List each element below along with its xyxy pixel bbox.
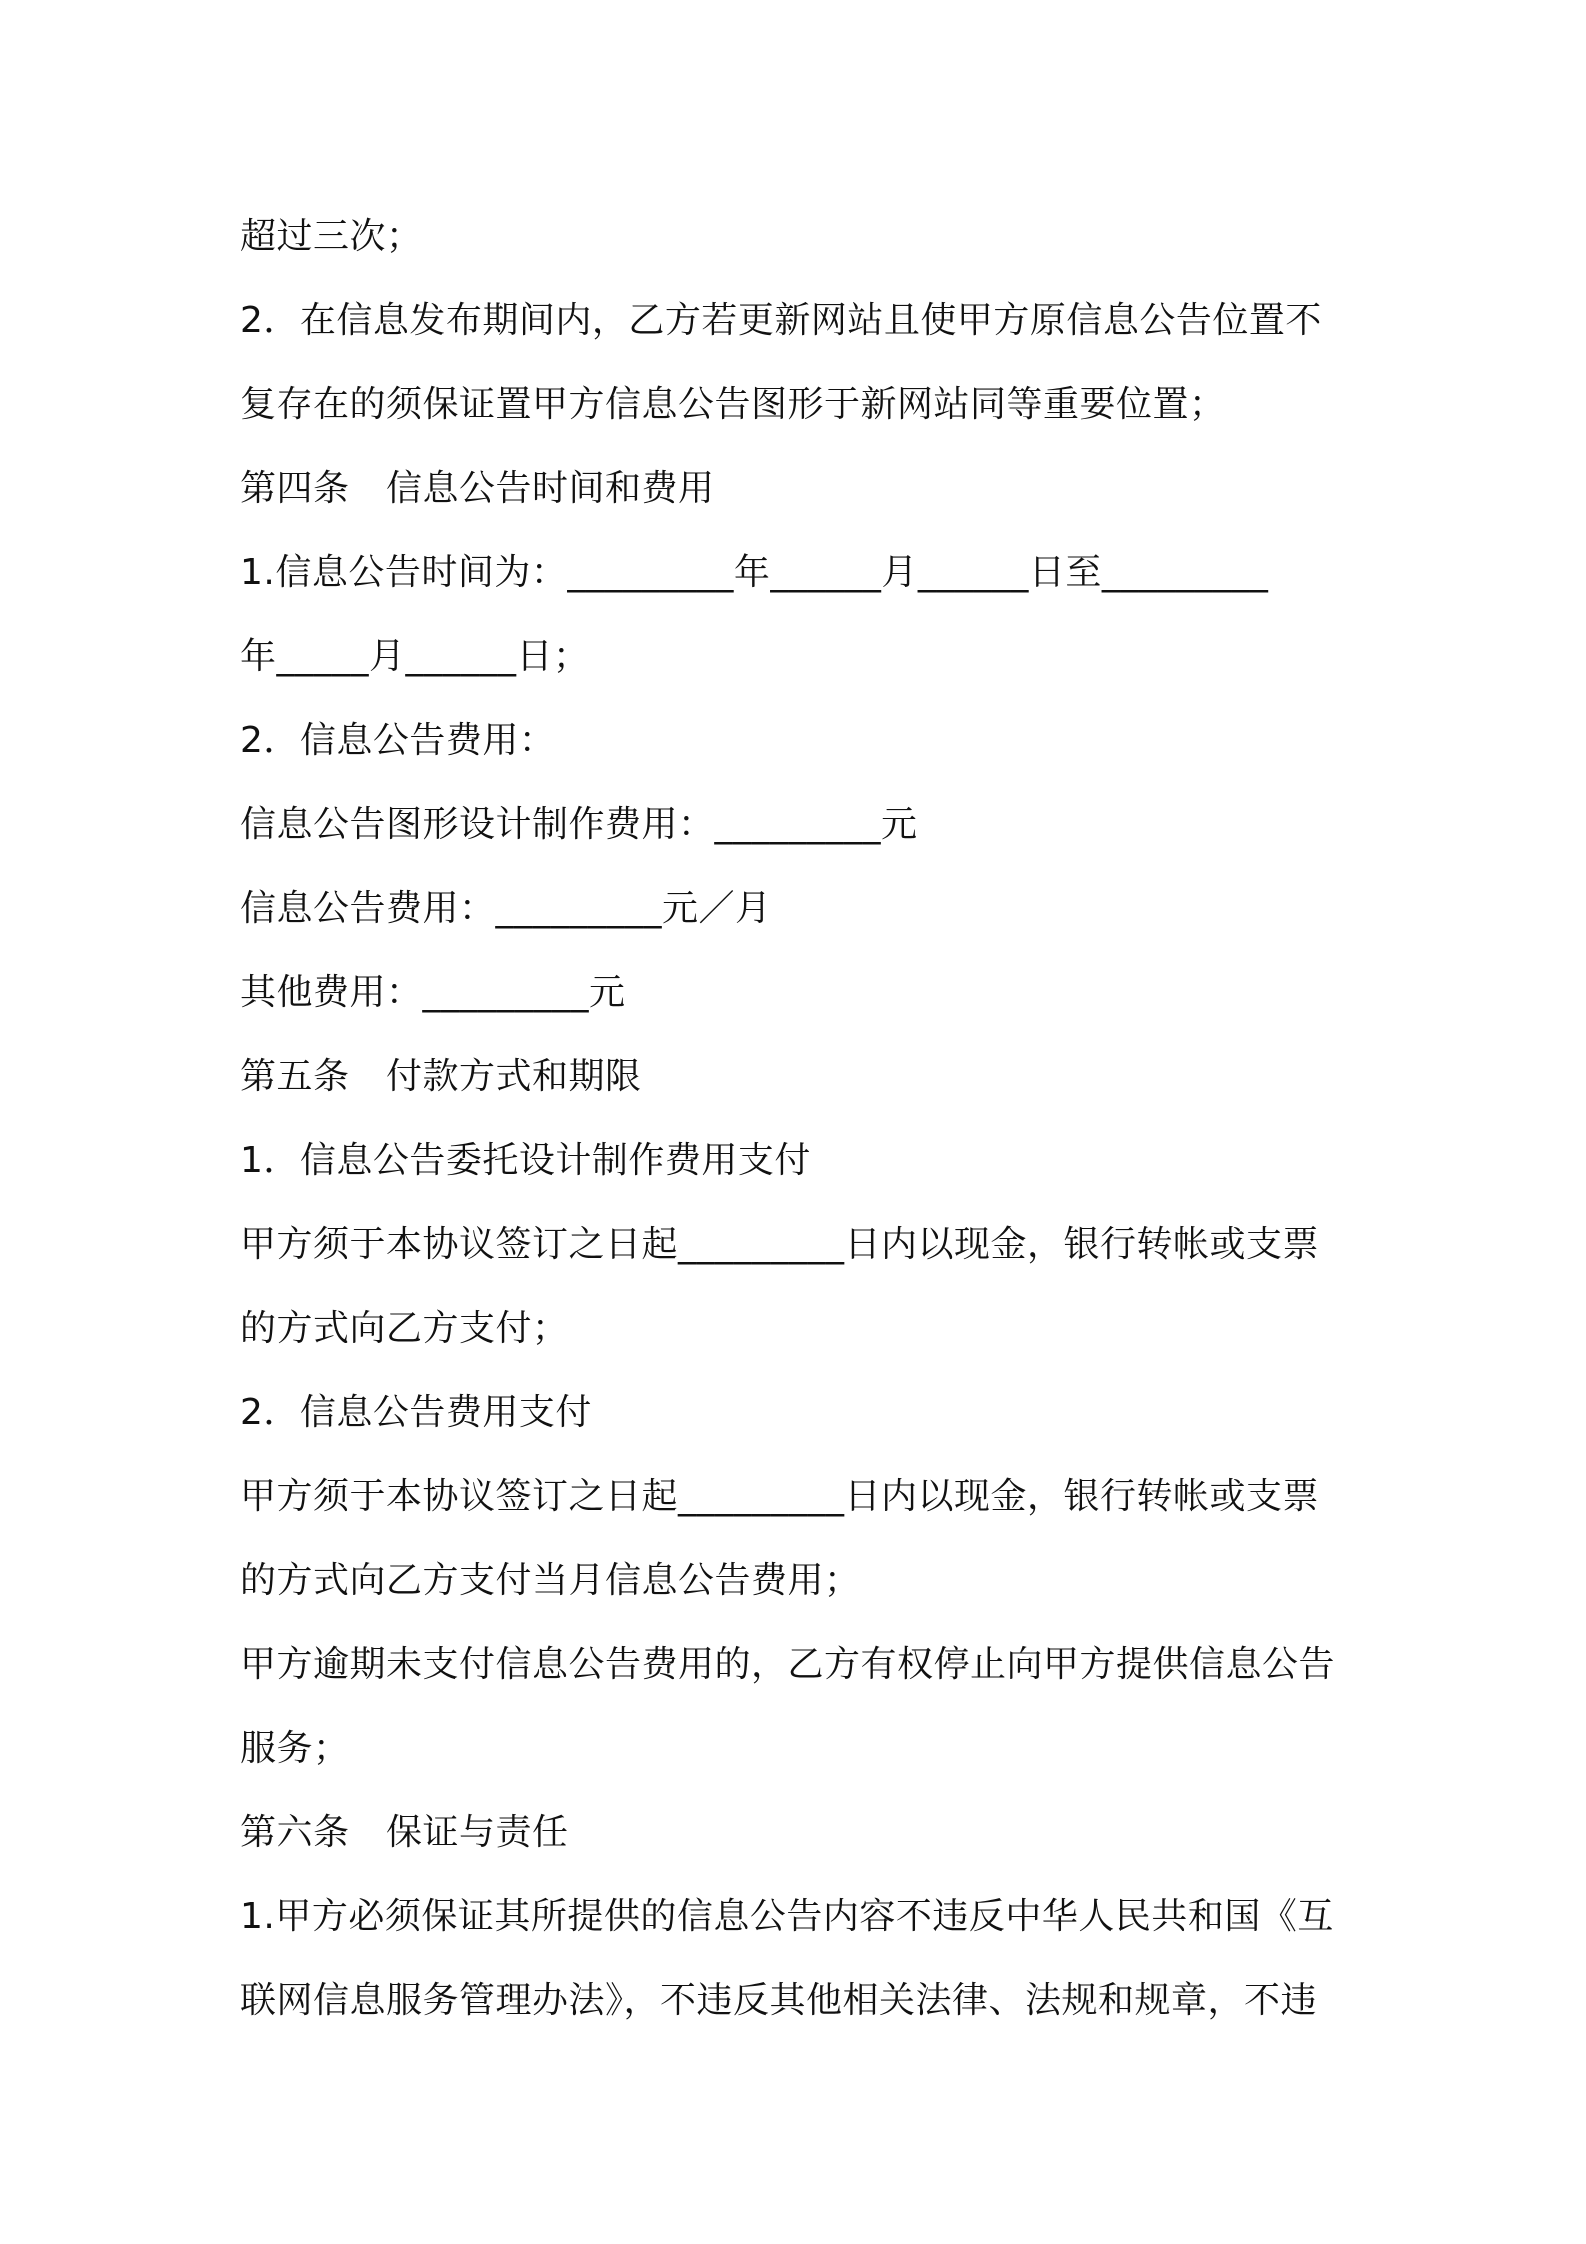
text-line: 信息公告图形设计制作费用：_________元 — [240, 804, 918, 845]
text-line: 2．信息公告费用支付 — [240, 1392, 592, 1433]
text-line: 的方式向乙方支付当月信息公告费用； — [240, 1560, 861, 1601]
text-line: 甲方须于本协议签订之日起_________日内以现金，银行转帐或支票 — [240, 1224, 1320, 1265]
text-line: 2．在信息发布期间内，乙方若更新网站且使甲方原信息公告位置不 — [240, 300, 1322, 341]
text-line: 年_____月______日； — [240, 636, 590, 677]
text-line: 1.信息公告时间为：_________年______月______日至_________ — [240, 552, 1269, 593]
text-line: 甲方逾期未支付信息公告费用的，乙方有权停止向甲方提供信息公告 — [240, 1644, 1336, 1685]
section-heading-article-5: 第五条 付款方式和期限 — [240, 1056, 642, 1097]
text-line: 1.甲方必须保证其所提供的信息公告内容不违反中华人民共和国《互 — [240, 1896, 1334, 1937]
text-line: 2．信息公告费用： — [240, 720, 556, 761]
text-line: 1．信息公告委托设计制作费用支付 — [240, 1140, 811, 1181]
text-line: 的方式向乙方支付； — [240, 1308, 569, 1349]
text-line: 其他费用：_________元 — [240, 972, 626, 1013]
section-heading-article-4: 第四条 信息公告时间和费用 — [240, 468, 715, 509]
section-heading-article-6: 第六条 保证与责任 — [240, 1812, 569, 1853]
text-line: 复存在的须保证置甲方信息公告图形于新网站同等重要位置； — [240, 384, 1226, 425]
text-line: 超过三次； — [240, 216, 423, 257]
text-line: 联网信息服务管理办法》，不违反其他相关法律、法规和规章，不违 — [240, 1980, 1318, 2021]
text-line: 服务； — [240, 1728, 350, 1769]
text-line: 信息公告费用：_________元／月 — [240, 888, 772, 929]
document-body — [240, 195, 1360, 2043]
text-line: 甲方须于本协议签订之日起_________日内以现金，银行转帐或支票 — [240, 1476, 1320, 1517]
